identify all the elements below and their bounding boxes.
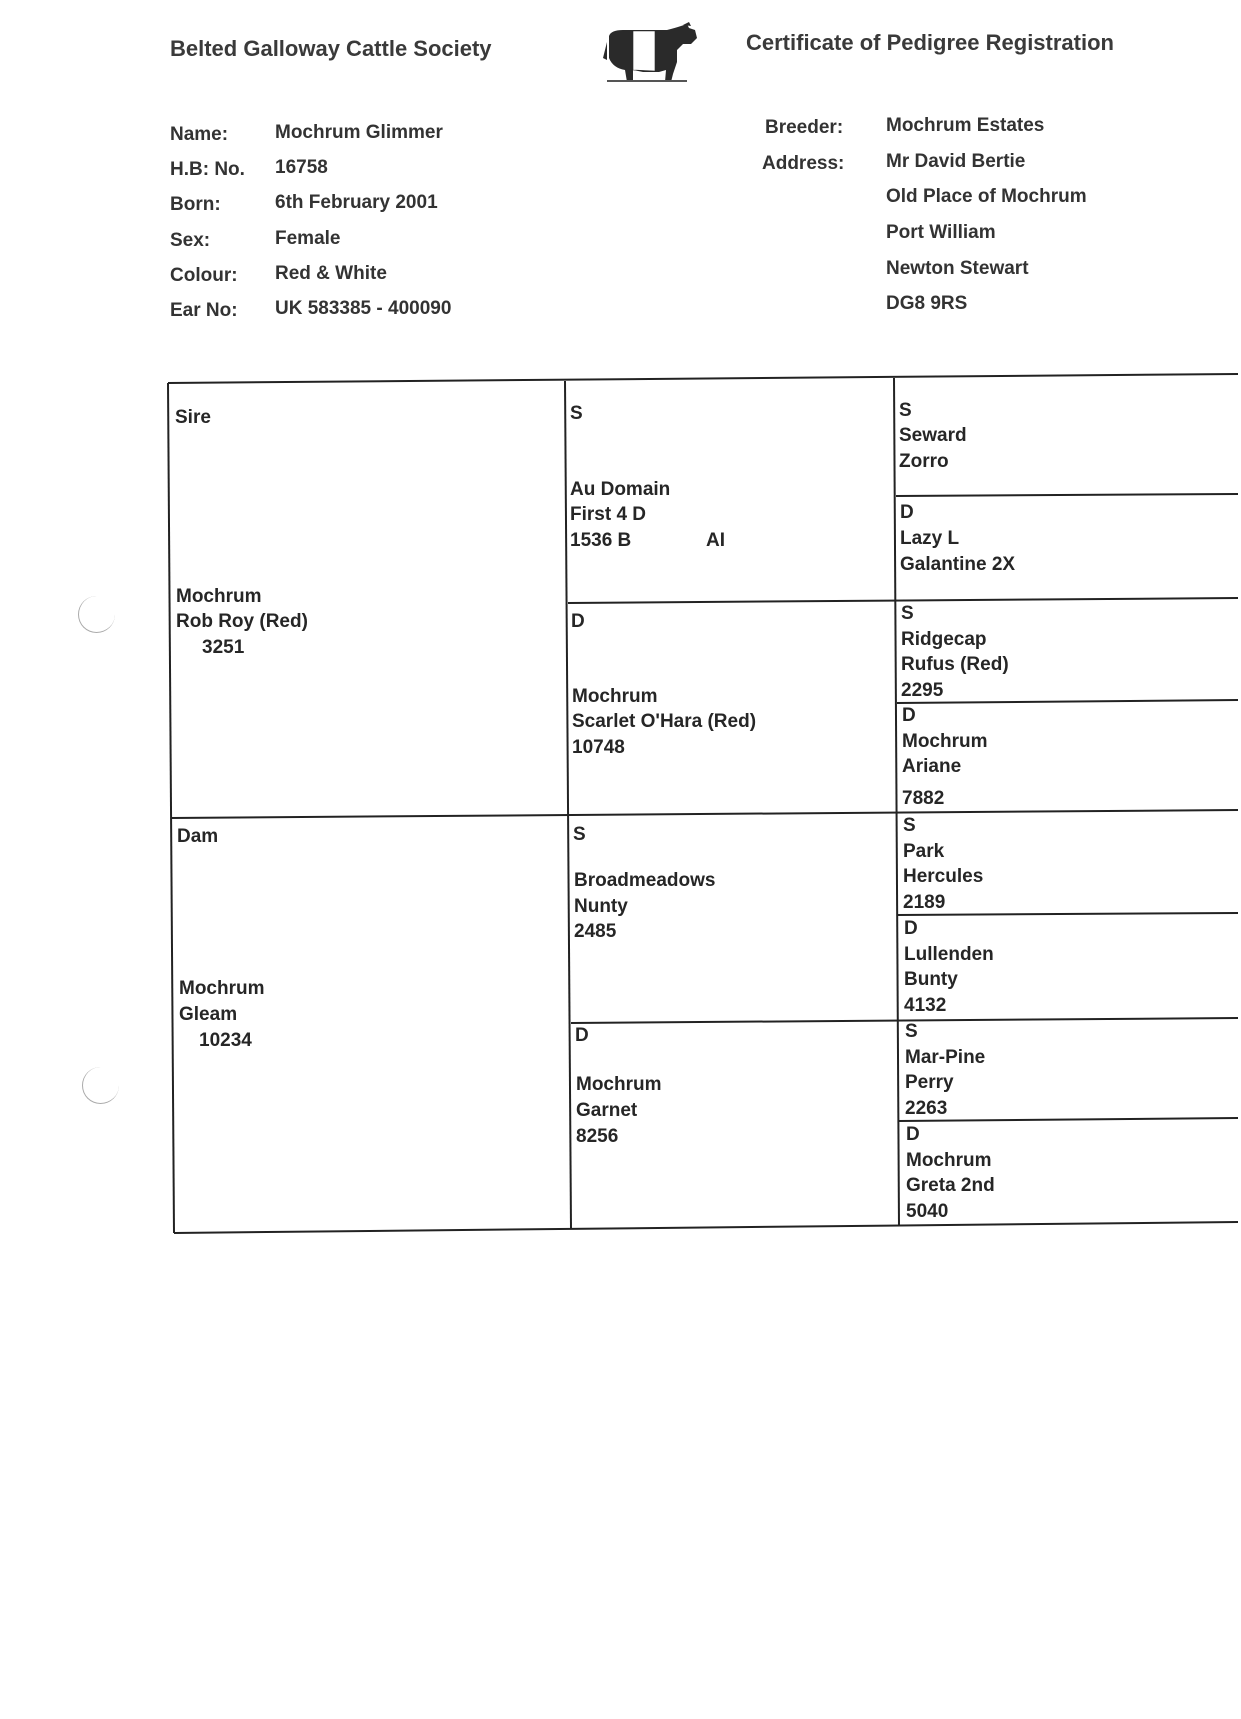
sire-dam-line-1: Mochrum	[572, 686, 658, 707]
ggp-7-line-3: 2263	[905, 1098, 948, 1119]
ggp-8-line-1: Mochrum	[906, 1150, 992, 1171]
ggp-6-line-1: Lullenden	[904, 944, 994, 965]
ai-note: AI	[706, 530, 725, 551]
sire-dam-line-3: 10748	[572, 737, 625, 758]
address-line-2: Old Place of Mochrum	[886, 186, 1087, 207]
breeder-label: Breeder:	[765, 117, 844, 138]
ggp-2-line-2: Galantine 2X	[900, 554, 1016, 575]
dam-sire-line-3: 2485	[574, 921, 617, 942]
hb-no-label: H.B: No.	[170, 159, 245, 180]
sire-line-2: Rob Roy (Red)	[176, 611, 308, 632]
sire-dam-label: D	[571, 611, 585, 632]
ggp-4-line-3: 7882	[902, 788, 945, 809]
ggp-1-line-1: Seward	[899, 425, 967, 446]
ggp-4-line-1: Mochrum	[902, 731, 988, 752]
colour-value: Red & White	[275, 263, 387, 284]
ggp-8-line-2: Greta 2nd	[906, 1175, 995, 1196]
ggp-3-line-1: Ridgecap	[901, 629, 987, 650]
born-label: Born:	[170, 194, 221, 215]
ggp-6-line-3: 4132	[904, 995, 947, 1016]
ggp-5-label: S	[903, 815, 916, 836]
dam-line-2: Gleam	[179, 1004, 238, 1025]
dam-dam-label: D	[575, 1025, 589, 1046]
sire-line-3: 3251	[202, 637, 245, 658]
hb-no-value: 16758	[275, 157, 328, 178]
name-value: Mochrum Glimmer	[275, 122, 443, 143]
ggp-5-line-1: Park	[903, 841, 945, 862]
dam-dam-line-1: Mochrum	[576, 1074, 662, 1095]
name-label: Name:	[170, 124, 229, 145]
ggp-4-label: D	[902, 705, 916, 726]
certificate-title: Certificate of Pedigree Registration	[746, 30, 1114, 55]
dam-sire-line-1: Broadmeadows	[574, 870, 716, 891]
address-label: Address:	[762, 153, 845, 174]
ggp-6-label: D	[904, 918, 918, 939]
society-name: Belted Galloway Cattle Society	[170, 36, 492, 61]
ggp-5-line-2: Hercules	[903, 866, 984, 887]
dam-sire-label: S	[573, 824, 586, 845]
sex-label: Sex:	[170, 230, 211, 251]
ggp-2-line-1: Lazy L	[900, 528, 960, 549]
ear-no-value: UK 583385 - 400090	[275, 298, 452, 319]
sire-label: Sire	[175, 407, 211, 428]
ggp-5-line-3: 2189	[903, 892, 946, 913]
ggp-6-line-2: Bunty	[904, 969, 958, 990]
sire-sire-label: S	[570, 403, 583, 424]
dam-sire-line-2: Nunty	[574, 896, 628, 917]
ggp-8-label: D	[906, 1124, 920, 1145]
address-line-5: DG8 9RS	[886, 293, 968, 314]
sire-sire-line-2: First 4 D	[570, 504, 647, 525]
ear-no-label: Ear No:	[170, 300, 238, 321]
ggp-8-line-3: 5040	[906, 1201, 949, 1222]
ggp-4-line-2: Ariane	[902, 756, 962, 777]
ggp-2-label: D	[900, 502, 914, 523]
breeder-name: Mochrum Estates	[886, 115, 1045, 136]
born-value: 6th February 2001	[275, 192, 438, 213]
sire-dam-line-2: Scarlet O'Hara (Red)	[572, 711, 757, 732]
colour-label: Colour:	[170, 265, 238, 286]
dam-dam-line-3: 8256	[576, 1126, 619, 1147]
sire-line-1: Mochrum	[176, 586, 262, 607]
ggp-7-label: S	[905, 1021, 918, 1042]
sire-sire-line-3: 1536 B	[570, 530, 632, 551]
sire-sire-line-1: Au Domain	[570, 479, 671, 500]
address-line-4: Newton Stewart	[886, 258, 1029, 279]
ggp-3-line-2: Rufus (Red)	[901, 654, 1009, 675]
address-line-3: Port William	[886, 222, 996, 243]
dam-label: Dam	[177, 826, 219, 847]
ggp-3-line-3: 2295	[901, 680, 944, 701]
ggp-7-line-2: Perry	[905, 1072, 954, 1093]
sex-value: Female	[275, 228, 341, 249]
dam-line-3: 10234	[199, 1030, 252, 1051]
dam-line-1: Mochrum	[179, 978, 265, 999]
ggp-3-label: S	[901, 603, 914, 624]
ggp-7-line-1: Mar-Pine	[905, 1047, 986, 1068]
ggp-1-label: S	[899, 400, 912, 421]
dam-dam-line-2: Garnet	[576, 1100, 638, 1121]
ggp-1-line-2: Zorro	[899, 451, 949, 472]
address-line-1: Mr David Bertie	[886, 151, 1026, 172]
